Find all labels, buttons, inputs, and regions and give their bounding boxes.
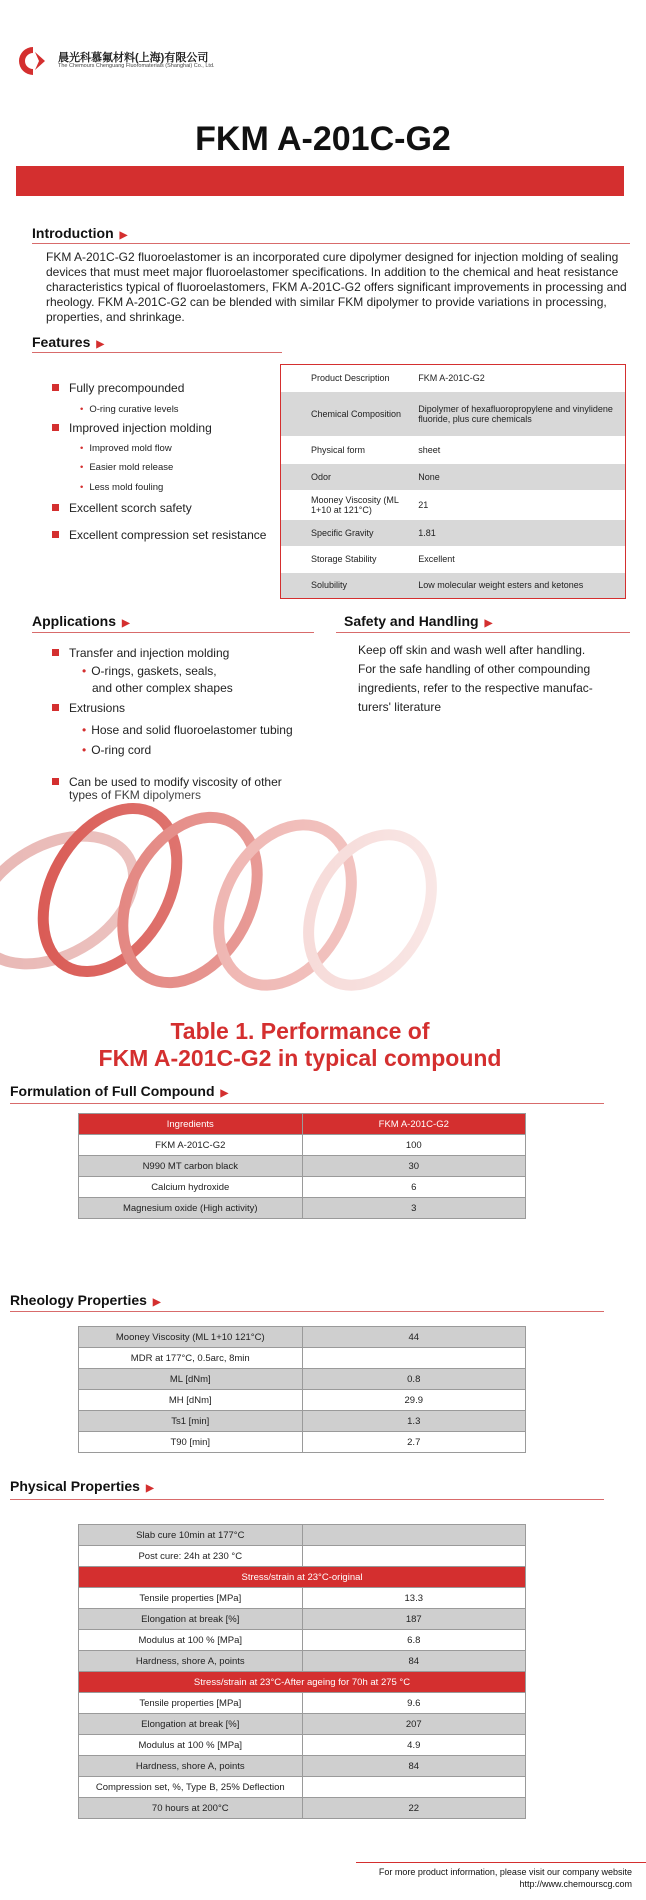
applications-heading bbox=[32, 613, 130, 629]
table-row: Modulus at 100 % [MPa] 4.9 bbox=[79, 1735, 526, 1756]
safety-text: Keep off skin and wash well after handling. For the safe handling of other compounding ingredients, refer to the respective manufac- turers' literature bbox=[358, 643, 593, 714]
safety-heading bbox=[344, 613, 492, 629]
divider bbox=[32, 352, 282, 353]
table-row: Physical form sheet bbox=[311, 444, 441, 455]
o-ring-product-image bbox=[0, 790, 646, 1020]
arrow-icon: ▶ bbox=[122, 618, 130, 629]
list-item: Extrusions bbox=[52, 701, 125, 715]
bullet-icon: • bbox=[80, 404, 84, 415]
bullet-icon: • bbox=[82, 664, 87, 678]
table-row: Slab cure 10min at 177°C bbox=[79, 1525, 526, 1546]
bullet-icon: • bbox=[82, 723, 87, 737]
footer bbox=[379, 1866, 632, 1890]
company-name-cn: 晨光科慕氟材料(上海)有限公司 bbox=[58, 52, 209, 64]
footer-divider bbox=[356, 1862, 646, 1863]
table-row: MDR at 177°C, 0.5arc, 8min bbox=[79, 1348, 526, 1369]
bullet-icon: • bbox=[80, 462, 84, 473]
table-row: Calcium hydroxide 6 bbox=[79, 1177, 526, 1198]
list-item: Excellent compression set resistance bbox=[52, 528, 266, 542]
bullet-icon bbox=[52, 649, 59, 656]
table-row: Magnesium oxide (High activity) 3 bbox=[79, 1198, 526, 1219]
table-row: Solubility Low molecular weight esters and ketones bbox=[281, 573, 626, 599]
bullet-icon bbox=[52, 504, 59, 511]
table-row: T90 [min] 2.7 bbox=[79, 1432, 526, 1453]
table-row: Hardness, shore A, points 84 bbox=[79, 1651, 526, 1672]
arrow-icon: ▶ bbox=[220, 1088, 229, 1099]
product-properties-table bbox=[280, 364, 626, 599]
website-link[interactable]: http://www.chemourscg.com bbox=[519, 1879, 632, 1889]
arrow-icon: ▶ bbox=[152, 1297, 161, 1308]
list-item: • O-ring cord bbox=[82, 743, 152, 757]
table-row: Tensile properties [MPa] 9.6 bbox=[79, 1693, 526, 1714]
list-item: Improved injection molding bbox=[52, 421, 212, 435]
list-item: Transfer and injection molding bbox=[52, 646, 229, 660]
features-heading bbox=[32, 334, 104, 350]
table-row: Storage Stability Excellent bbox=[311, 554, 455, 564]
list-item: • Hose and solid fluoroelastomer tubing bbox=[82, 723, 293, 737]
arrow-icon: ▶ bbox=[96, 339, 105, 350]
introduction-text: FKM A-201C-G2 fluoroelastomer is an incorporated cure dipolymer designed for injection molding of sealing devices that must meet major fluoroelastomer specifications. In addition to the chemical and heat resistance characteristics typical of fluoroelastomers, FKM A-201C-G2 offers significant improvements in processing and rheology. FKM A-201C-G2 can be blended with similar FKM dipolymer to provide variations in processing, properties, and shrinkage. bbox=[46, 250, 627, 324]
table1-title: Table 1. Performance of FKM A-201C-G2 in typical compound bbox=[98, 1018, 502, 1071]
arrow-icon: ▶ bbox=[145, 1483, 154, 1494]
list-item: Fully precompounded bbox=[52, 381, 184, 395]
rheology-table bbox=[78, 1326, 526, 1453]
divider bbox=[32, 243, 630, 244]
table-row: ML [dNm] 0.8 bbox=[79, 1369, 526, 1390]
list-item: • Less mold fouling bbox=[80, 482, 164, 493]
footer-text: For more product information, please visit our company website bbox=[378, 1867, 632, 1877]
table-subheader-row: Stress/strain at 23°C-After ageing for 70h at 275 °C bbox=[79, 1672, 526, 1693]
table-row: N990 MT carbon black 30 bbox=[79, 1156, 526, 1177]
list-item: • O-ring curative levels bbox=[80, 404, 179, 415]
arrow-icon: ▶ bbox=[484, 618, 493, 629]
table-row: Product Description FKM A-201C-G2 bbox=[311, 373, 485, 384]
bullet-icon: • bbox=[82, 743, 87, 757]
table-row: Tensile properties [MPa] 13.3 bbox=[79, 1588, 526, 1609]
table-row: MH [dNm] 29.9 bbox=[79, 1390, 526, 1411]
table-row: Specific Gravity 1.81 bbox=[281, 520, 626, 546]
bullet-icon: • bbox=[80, 443, 84, 454]
table-row: Post cure: 24h at 230 °C bbox=[79, 1546, 526, 1567]
physical-heading-text: Physical Properties bbox=[10, 1478, 140, 1494]
divider bbox=[336, 632, 630, 633]
bullet-icon bbox=[52, 704, 59, 711]
list-item: • Easier mold release bbox=[80, 462, 174, 473]
list-item: Excellent scorch safety bbox=[52, 501, 192, 515]
table-row: Hardness, shore A, points 84 bbox=[79, 1756, 526, 1777]
list-item: Can be used to modify viscosity of other bbox=[52, 775, 282, 789]
table-row: Compression set, %, Type B, 25% Deflection bbox=[79, 1777, 526, 1798]
list-item-continued: and other complex shapes bbox=[92, 681, 233, 695]
company-name-en: The Chemours Chenguang Fluoromaterials (Shanghai) Co., Ltd. bbox=[58, 63, 215, 69]
table-row: 70 hours at 200°C 22 bbox=[79, 1798, 526, 1819]
introduction-heading-text: Introduction bbox=[32, 225, 114, 241]
physical-heading bbox=[10, 1478, 154, 1494]
bullet-icon bbox=[52, 778, 59, 785]
list-item: • O-rings, gaskets, seals, bbox=[82, 664, 217, 678]
bullet-icon: • bbox=[80, 482, 84, 493]
table-header-row: Ingredients FKM A-201C-G2 bbox=[79, 1114, 526, 1135]
physical-table bbox=[78, 1524, 526, 1819]
arrow-icon: ▶ bbox=[119, 230, 128, 241]
formulation-heading bbox=[10, 1083, 228, 1099]
table-row: Chemical Composition Dipolymer of hexafluoropropylene and vinylidene fluoride, plus cure chemicals bbox=[281, 392, 626, 436]
list-item: • Improved mold flow bbox=[80, 443, 172, 454]
table-row: Mooney Viscosity (ML 1+10 121°C) 44 bbox=[79, 1327, 526, 1348]
table-subheader-row: Stress/strain at 23°C-original bbox=[79, 1567, 526, 1588]
table-row: Odor None bbox=[281, 464, 626, 490]
bullet-icon bbox=[52, 531, 59, 538]
applications-heading-text: Applications bbox=[32, 613, 117, 629]
table-row: Mooney Viscosity (ML 1+10 at 121°C) 21 bbox=[311, 494, 429, 515]
safety-heading-text: Safety and Handling bbox=[344, 613, 479, 629]
divider bbox=[32, 632, 314, 633]
bullet-icon bbox=[52, 424, 59, 431]
features-heading-text: Features bbox=[32, 334, 91, 350]
table-row: FKM A-201C-G2 100 bbox=[79, 1135, 526, 1156]
divider bbox=[10, 1499, 604, 1500]
divider bbox=[10, 1103, 604, 1104]
formulation-heading-text: Formulation of Full Compound bbox=[10, 1083, 215, 1099]
formulation-table bbox=[78, 1113, 526, 1219]
table-row: Modulus at 100 % [MPa] 6.8 bbox=[79, 1630, 526, 1651]
rheology-heading bbox=[10, 1292, 161, 1308]
divider bbox=[10, 1311, 604, 1312]
company-logo bbox=[16, 44, 50, 78]
title-banner bbox=[16, 166, 624, 196]
table-row: Ts1 [min] 1.3 bbox=[79, 1411, 526, 1432]
table-row: Elongation at break [%] 187 bbox=[79, 1609, 526, 1630]
table-row: Elongation at break [%] 207 bbox=[79, 1714, 526, 1735]
page-title: FKM A-201C-G2 bbox=[195, 120, 451, 158]
rheology-heading-text: Rheology Properties bbox=[10, 1292, 147, 1308]
introduction-heading bbox=[32, 225, 127, 241]
bullet-icon bbox=[52, 384, 59, 391]
